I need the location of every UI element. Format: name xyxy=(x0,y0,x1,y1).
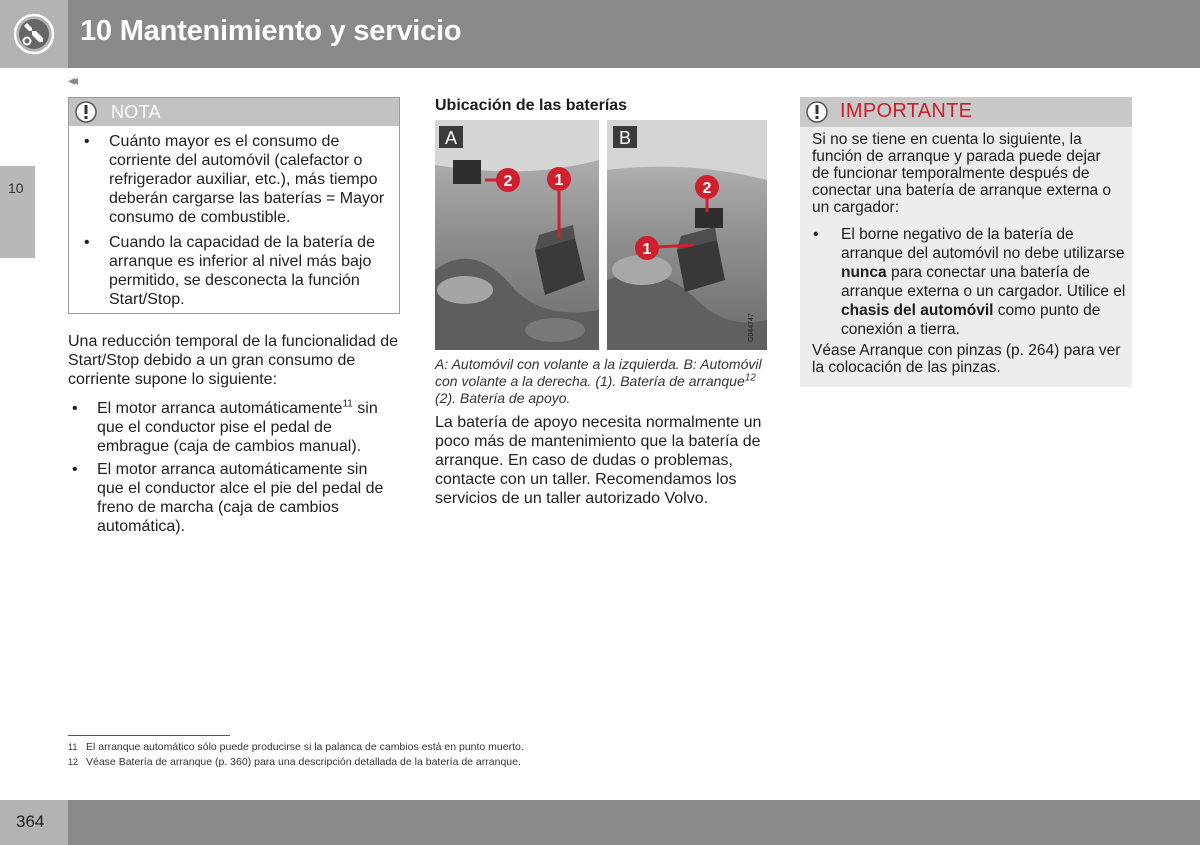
page-footer xyxy=(0,800,1200,845)
figure-caption: A: Automóvil con volante a la izquierda. B: Automóvil con volante a la derecha. (1). Batería de arranque$^{12}$ (2). Batería de apoyo. xyxy=(435,356,762,406)
footnote-number: 11 xyxy=(68,742,78,752)
importante-box xyxy=(800,97,1132,387)
list-item: • El motor arranca automáticamente sin que el conductor alce el pie del pedal de freno de marcha (caja de cambios automática). xyxy=(97,460,397,536)
callout-2-label: 2 xyxy=(702,180,712,197)
nota-title: NOTA xyxy=(111,102,161,122)
section-heading: Ubicación de las baterías xyxy=(435,97,628,114)
chapter-tab-label: 10 xyxy=(8,180,24,196)
footnote-ref: 12 xyxy=(744,372,756,384)
importante-title: IMPORTANTE xyxy=(840,100,973,122)
page-number: 364 xyxy=(16,812,45,831)
footnote-divider xyxy=(68,735,230,736)
footnote-number: 12 xyxy=(68,757,79,767)
list-item: • El motor arranca automáticamente$^{11}$ sin que el conductor pise el pedal de embrague (caja de cambios manual). xyxy=(97,399,397,456)
panel-a-label: A xyxy=(444,128,458,148)
panel-b-label: B xyxy=(618,128,632,148)
footnote-ref: 11 xyxy=(342,398,353,410)
footer-page-tile xyxy=(0,800,68,845)
callout-1-label: 1 xyxy=(642,241,652,258)
importante-header xyxy=(800,97,1132,127)
importante-reference: Véase Arranque con pinzas (p. 264) para ver la colocación de las pinzas. xyxy=(812,342,1121,376)
nota-box xyxy=(68,97,400,314)
wrench-gear-icon xyxy=(13,13,55,55)
page-header xyxy=(0,0,1200,68)
list-item: • El borne negativo de la batería de arranque del automóvil no debe utilizarse nunca para conectar una batería de arranque externa o un cargador. Utilice el chasis del automóvil como punto de conexión a tierra. xyxy=(841,225,1126,339)
start-stop-list xyxy=(97,399,397,540)
footnote xyxy=(68,756,521,768)
continued-marker: ◂◂ xyxy=(68,72,75,88)
nota-header xyxy=(69,98,399,126)
importante-list xyxy=(841,225,1126,339)
warning-exclamation-icon xyxy=(805,100,829,124)
warning-exclamation-icon xyxy=(74,100,98,124)
header-icon-tile xyxy=(0,0,68,68)
nota-list xyxy=(109,132,394,315)
footnote xyxy=(68,741,524,753)
support-battery-paragraph: La batería de apoyo necesita normalmente un poco más de mantenimiento que la batería de arranque. En caso de dudas o problemas, contacte con un taller. Recomendamos los servicios de un taller autorizado Volvo. xyxy=(435,414,762,507)
list-item: • Cuando la capacidad de la batería de arranque es inferior al nivel más bajo permitido, se desconecta la función Start/Stop. xyxy=(109,233,394,309)
footnote-text: El arranque automático sólo puede producirse si la palanca de cambios está en punto muerto. xyxy=(86,741,524,753)
chapter-side-tab xyxy=(0,166,35,258)
start-stop-paragraph: Una reducción temporal de la funcionalidad de Start/Stop debido a un gran consumo de corriente supone lo siguiente: xyxy=(68,333,398,388)
footnote-text: Véase Batería de arranque (p. 360) para una descripción detallada de la batería de arranque. xyxy=(86,756,521,768)
list-item: • Cuánto mayor es el consumo de corriente del automóvil (calefactor o refrigerador auxiliar, etc.), más tiempo deberán cargarse las baterías = Mayor consumo de combustible. xyxy=(109,132,394,227)
chapter-title: 10 Mantenimiento y servicio xyxy=(80,15,462,47)
callout-2-label: 2 xyxy=(503,173,513,190)
importante-intro: Si no se tiene en cuenta lo siguiente, la función de arranque y parada puede dejar de funcionar temporalmente después de conectar una batería de arranque externa o un cargador: xyxy=(812,131,1112,216)
battery-location-photo-b xyxy=(607,120,767,350)
battery-location-photo-a xyxy=(435,120,599,350)
callout-1-label: 1 xyxy=(554,172,564,189)
figure-code: G044747 xyxy=(748,313,755,342)
